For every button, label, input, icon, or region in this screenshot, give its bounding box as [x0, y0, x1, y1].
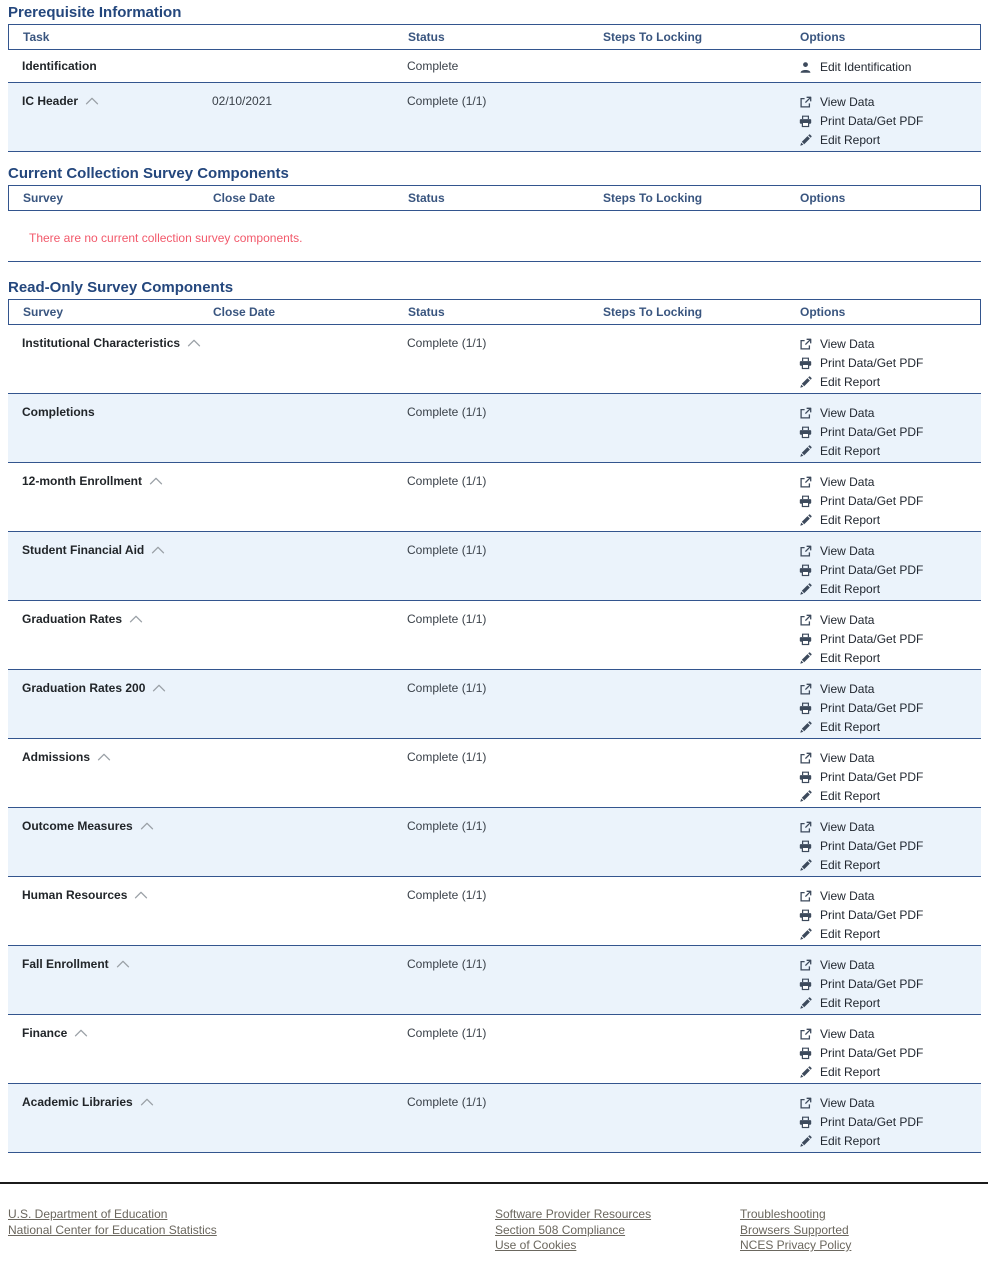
status-cell: Complete (1/1) — [407, 819, 487, 833]
option-label: View Data — [820, 889, 875, 903]
edit-report-link[interactable] — [799, 1132, 981, 1151]
print-data-get-pdf-link[interactable] — [799, 837, 981, 856]
option-label: View Data — [820, 1096, 875, 1110]
table-row-finance — [8, 1015, 981, 1084]
chevron-up-icon[interactable] — [74, 1029, 88, 1037]
column-header-status: Status — [408, 305, 445, 319]
section-prerequisite-information — [8, 4, 981, 152]
printer-icon — [799, 840, 812, 853]
footer-link-national-center-for-education-statistics[interactable]: National Center for Education Statistics — [8, 1222, 217, 1237]
row-label: Fall Enrollment — [22, 957, 109, 971]
edit-report-link[interactable] — [799, 994, 981, 1013]
option-label: Print Data/Get PDF — [820, 632, 924, 646]
external-link-icon — [799, 821, 812, 834]
external-link-icon — [799, 545, 812, 558]
table-row-admissions — [8, 739, 981, 808]
table-row-graduation-rates — [8, 601, 981, 670]
status-cell: Complete — [407, 59, 459, 73]
survey-cell — [8, 542, 198, 558]
column-header-close-date: Close Date — [213, 305, 276, 319]
external-link-icon — [799, 1028, 812, 1041]
view-data-link[interactable] — [799, 335, 981, 354]
edit-report-link[interactable] — [799, 373, 981, 392]
edit-report-link[interactable] — [799, 718, 981, 737]
footer-link-u-s-department-of-education[interactable]: U.S. Department of Education — [8, 1207, 168, 1221]
view-data-link[interactable] — [799, 1025, 981, 1044]
edit-report-link[interactable] — [799, 856, 981, 875]
view-data-link[interactable] — [799, 611, 981, 630]
option-label: Print Data/Get PDF — [820, 839, 924, 853]
options-cell — [785, 887, 981, 944]
status-cell: Complete (1/1) — [407, 336, 487, 350]
survey-cell — [8, 93, 198, 109]
table-row-academic-libraries — [8, 1084, 981, 1153]
survey-cell — [8, 956, 198, 972]
table-row-identification — [8, 50, 981, 83]
view-data-link[interactable] — [799, 1094, 981, 1113]
column-header-status: Status — [408, 191, 445, 205]
option-label: Edit Report — [820, 582, 881, 596]
print-data-get-pdf-link[interactable] — [799, 768, 981, 787]
option-label: Print Data/Get PDF — [820, 494, 924, 508]
survey-cell — [8, 335, 198, 351]
pencil-icon — [799, 997, 812, 1010]
edit-report-link[interactable] — [799, 442, 981, 461]
option-label: View Data — [820, 682, 875, 696]
view-data-link[interactable] — [799, 956, 981, 975]
chevron-up-icon[interactable] — [85, 97, 99, 105]
pencil-icon — [799, 1135, 812, 1148]
chevron-up-icon[interactable] — [97, 753, 111, 761]
survey-cell — [8, 611, 198, 627]
survey-cell — [8, 1094, 198, 1110]
table-row-outcome-measures — [8, 808, 981, 877]
pencil-icon — [799, 134, 812, 147]
option-label: Edit Identification — [820, 60, 912, 74]
pencil-icon — [799, 376, 812, 389]
section-title-current: Current Collection Survey Components — [8, 165, 289, 182]
main-content — [8, 0, 981, 1153]
survey-cell — [8, 887, 198, 903]
option-label: View Data — [820, 95, 875, 109]
footer-link-browsers-supported[interactable]: Browsers Supported — [740, 1222, 849, 1237]
row-label: Identification — [22, 59, 97, 73]
survey-cell — [8, 473, 198, 489]
row-label: Student Financial Aid — [22, 543, 145, 557]
pencil-icon — [799, 790, 812, 803]
status-cell: Complete (1/1) — [407, 750, 487, 764]
option-label: Print Data/Get PDF — [820, 563, 924, 577]
survey-cell — [8, 749, 198, 765]
print-data-get-pdf-link[interactable] — [799, 1044, 981, 1063]
edit-report-link[interactable] — [799, 580, 981, 599]
pencil-icon — [799, 445, 812, 458]
footer-divider — [0, 1182, 988, 1184]
print-data-get-pdf-link[interactable] — [799, 630, 981, 649]
row-label: Outcome Measures — [22, 819, 133, 833]
options-cell — [785, 680, 981, 737]
edit-identification-link[interactable] — [799, 58, 981, 77]
pencil-icon — [799, 652, 812, 665]
view-data-link[interactable] — [799, 749, 981, 768]
status-cell: Complete (1/1) — [407, 474, 487, 488]
print-data-get-pdf-link[interactable] — [799, 906, 981, 925]
survey-cell — [8, 818, 198, 834]
chevron-up-icon[interactable] — [151, 546, 165, 554]
row-label: Finance — [22, 1026, 68, 1040]
column-header-survey: Survey — [23, 191, 64, 205]
options-cell — [785, 93, 981, 150]
empty-state-row — [8, 211, 981, 262]
status-cell: Complete (1/1) — [407, 543, 487, 557]
external-link-icon — [799, 890, 812, 903]
footer-column-3 — [740, 1207, 981, 1254]
chevron-up-icon[interactable] — [140, 1098, 154, 1106]
pencil-icon — [799, 721, 812, 734]
print-data-get-pdf-link[interactable] — [799, 699, 981, 718]
table-row-fall-enrollment — [8, 946, 981, 1015]
options-cell — [785, 473, 981, 530]
printer-icon — [799, 1047, 812, 1060]
external-link-icon — [799, 96, 812, 109]
option-label: Print Data/Get PDF — [820, 701, 924, 715]
printer-icon — [799, 909, 812, 922]
option-label: Edit Report — [820, 996, 881, 1010]
options-cell — [785, 611, 981, 668]
external-link-icon — [799, 752, 812, 765]
row-label: 12-month Enrollment — [22, 474, 143, 488]
row-label: Admissions — [22, 750, 91, 764]
table-row-student-financial-aid — [8, 532, 981, 601]
row-label: Completions — [22, 405, 95, 419]
chevron-up-icon[interactable] — [187, 339, 201, 347]
pencil-icon — [799, 514, 812, 527]
pencil-icon — [799, 859, 812, 872]
column-header-task: Task — [23, 30, 50, 44]
chevron-up-icon[interactable] — [149, 477, 163, 485]
chevron-up-icon[interactable] — [152, 684, 166, 692]
external-link-icon — [799, 1097, 812, 1110]
status-cell: Complete (1/1) — [407, 1026, 487, 1040]
printer-icon — [799, 357, 812, 370]
edit-report-link[interactable] — [799, 787, 981, 806]
edit-report-link[interactable] — [799, 649, 981, 668]
external-link-icon — [799, 959, 812, 972]
options-cell — [785, 404, 981, 461]
view-data-link[interactable] — [799, 542, 981, 561]
row-label: IC Header — [22, 94, 79, 108]
option-label: View Data — [820, 475, 875, 489]
option-label: Edit Report — [820, 513, 881, 527]
survey-cell — [8, 1025, 198, 1041]
print-data-get-pdf-link[interactable] — [799, 112, 981, 131]
row-label: Graduation Rates 200 — [22, 681, 146, 695]
option-label: Edit Report — [820, 1065, 881, 1079]
row-label: Academic Libraries — [22, 1095, 133, 1109]
option-label: View Data — [820, 1027, 875, 1041]
chevron-up-icon[interactable] — [129, 615, 143, 623]
close-date-cell: 02/10/2021 — [212, 94, 273, 108]
table-row-human-resources — [8, 877, 981, 946]
option-label: Edit Report — [820, 789, 881, 803]
options-cell — [785, 542, 981, 599]
view-data-link[interactable] — [799, 680, 981, 699]
option-label: Print Data/Get PDF — [820, 1046, 924, 1060]
column-header-steps-to-locking: Steps To Locking — [603, 305, 703, 319]
survey-cell — [8, 404, 198, 420]
footer-link-troubleshooting[interactable]: Troubleshooting — [740, 1207, 826, 1221]
options-cell — [785, 58, 981, 77]
status-cell: Complete (1/1) — [407, 957, 487, 971]
option-label: Edit Report — [820, 858, 881, 872]
status-cell: Complete (1/1) — [407, 405, 487, 419]
print-data-get-pdf-link[interactable] — [799, 561, 981, 580]
edit-report-link[interactable] — [799, 1063, 981, 1082]
view-data-link[interactable] — [799, 93, 981, 112]
section-read-only — [8, 279, 981, 1153]
status-cell: Complete (1/1) — [407, 888, 487, 902]
print-data-get-pdf-link[interactable] — [799, 492, 981, 511]
option-label: Print Data/Get PDF — [820, 908, 924, 922]
options-cell — [785, 749, 981, 806]
options-cell — [785, 818, 981, 875]
footer-link-use-of-cookies[interactable]: Use of Cookies — [495, 1238, 577, 1252]
option-label: Edit Report — [820, 651, 881, 665]
options-cell — [785, 335, 981, 392]
option-label: View Data — [820, 820, 875, 834]
print-data-get-pdf-link[interactable] — [799, 354, 981, 373]
footer-column-1 — [8, 1207, 495, 1254]
view-data-link[interactable] — [799, 473, 981, 492]
edit-report-link[interactable] — [799, 511, 981, 530]
option-label: Edit Report — [820, 133, 881, 147]
column-header-options: Options — [800, 191, 846, 205]
option-label: Edit Report — [820, 444, 881, 458]
row-label: Graduation Rates — [22, 612, 123, 626]
view-data-link[interactable] — [799, 887, 981, 906]
section-current-collection — [8, 165, 981, 262]
status-cell: Complete (1/1) — [407, 612, 487, 626]
option-label: Print Data/Get PDF — [820, 114, 924, 128]
view-data-link[interactable] — [799, 404, 981, 423]
printer-icon — [799, 1116, 812, 1129]
option-label: Edit Report — [820, 375, 881, 389]
external-link-icon — [799, 338, 812, 351]
edit-report-link[interactable] — [799, 925, 981, 944]
table-row-completions — [8, 394, 981, 463]
column-header-survey: Survey — [23, 305, 64, 319]
column-header-steps-to-locking: Steps To Locking — [603, 191, 703, 205]
table-header-row — [8, 299, 981, 325]
table-row-institutional-characteristics — [8, 325, 981, 394]
printer-icon — [799, 115, 812, 128]
status-cell: Complete (1/1) — [407, 94, 487, 108]
footer-column-2 — [495, 1207, 740, 1254]
pencil-icon — [799, 1066, 812, 1079]
options-cell — [785, 1094, 981, 1151]
row-label: Institutional Characteristics — [22, 336, 181, 350]
print-data-get-pdf-link[interactable] — [799, 423, 981, 442]
printer-icon — [799, 771, 812, 784]
survey-cell — [8, 680, 198, 696]
edit-report-link[interactable] — [799, 131, 981, 150]
printer-icon — [799, 633, 812, 646]
print-data-get-pdf-link[interactable] — [799, 975, 981, 994]
option-label: Print Data/Get PDF — [820, 977, 924, 991]
column-header-close-date: Close Date — [213, 191, 276, 205]
footer-link-section-508-compliance[interactable]: Section 508 Compliance — [495, 1222, 626, 1237]
printer-icon — [799, 978, 812, 991]
column-header-steps-to-locking: Steps To Locking — [603, 30, 703, 44]
pencil-icon — [799, 583, 812, 596]
option-label: View Data — [820, 406, 875, 420]
pencil-icon — [799, 928, 812, 941]
printer-icon — [799, 495, 812, 508]
option-label: Edit Report — [820, 720, 881, 734]
options-cell — [785, 956, 981, 1013]
table-row-12-month-enrollment — [8, 463, 981, 532]
status-cell: Complete (1/1) — [407, 1095, 487, 1109]
status-cell: Complete (1/1) — [407, 681, 487, 695]
external-link-icon — [799, 476, 812, 489]
option-label: Print Data/Get PDF — [820, 425, 924, 439]
section-title-readonly: Read-Only Survey Components — [8, 279, 234, 296]
user-icon — [799, 61, 812, 74]
column-header-status: Status — [408, 30, 445, 44]
column-header-options: Options — [800, 305, 846, 319]
footer — [8, 1207, 981, 1266]
table-header-row — [8, 185, 981, 211]
external-link-icon — [799, 407, 812, 420]
no-components-message: There are no current collection survey components. — [29, 231, 303, 245]
footer-link-nces-privacy-policy[interactable]: NCES Privacy Policy — [740, 1238, 852, 1252]
section-title-prerequisite: Prerequisite Information — [8, 4, 182, 21]
options-cell — [785, 1025, 981, 1082]
external-link-icon — [799, 614, 812, 627]
table-row-graduation-rates-200 — [8, 670, 981, 739]
footer-link-software-provider-resources[interactable]: Software Provider Resources — [495, 1207, 652, 1221]
external-link-icon — [799, 683, 812, 696]
table-row-ic-header — [8, 83, 981, 152]
option-label: View Data — [820, 544, 875, 558]
option-label: Print Data/Get PDF — [820, 1115, 924, 1129]
option-label: View Data — [820, 958, 875, 972]
row-label: Human Resources — [22, 888, 128, 902]
option-label: View Data — [820, 337, 875, 351]
printer-icon — [799, 564, 812, 577]
option-label: Print Data/Get PDF — [820, 770, 924, 784]
chevron-up-icon[interactable] — [116, 960, 130, 968]
printer-icon — [799, 702, 812, 715]
chevron-up-icon[interactable] — [134, 891, 148, 899]
view-data-link[interactable] — [799, 818, 981, 837]
option-label: Edit Report — [820, 927, 881, 941]
print-data-get-pdf-link[interactable] — [799, 1113, 981, 1132]
option-label: Print Data/Get PDF — [820, 356, 924, 370]
option-label: View Data — [820, 613, 875, 627]
chevron-up-icon[interactable] — [140, 822, 154, 830]
option-label: View Data — [820, 751, 875, 765]
option-label: Edit Report — [820, 1134, 881, 1148]
column-header-options: Options — [800, 30, 846, 44]
printer-icon — [799, 426, 812, 439]
survey-cell — [8, 58, 198, 74]
table-header-row — [8, 24, 981, 50]
